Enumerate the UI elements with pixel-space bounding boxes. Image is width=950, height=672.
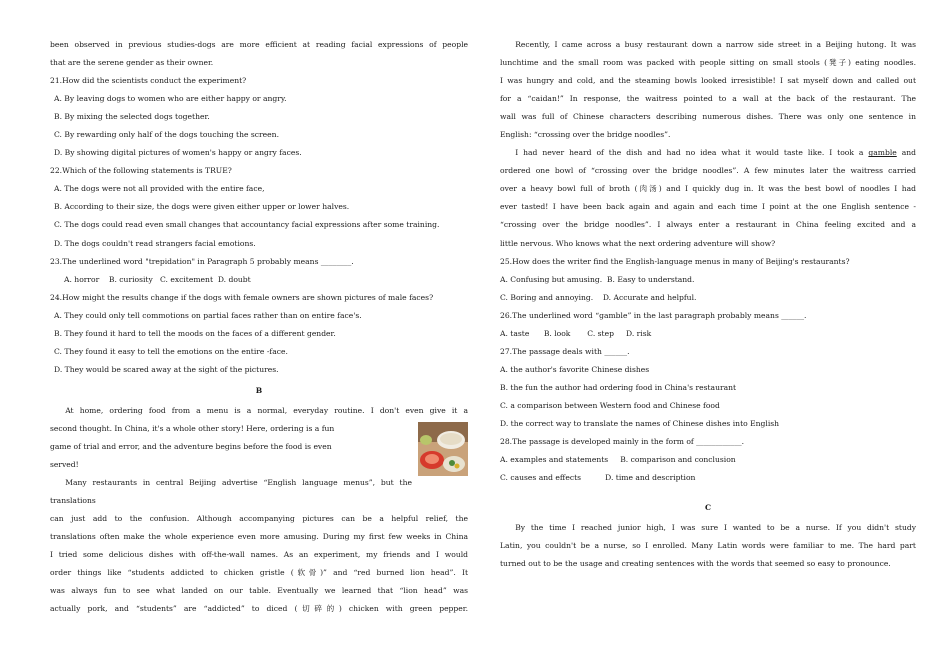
gamble-para-line-3: over a heavy bowl full of broth (肉汤) and I quickly dug in. It was the best bowl of noodles I had <box>500 184 916 194</box>
q22-stem: 22.Which of the following statements is TRUE? <box>50 166 232 176</box>
q24-option-a: A. They could only tell commotions on partial faces rather than on entire face's. <box>54 310 362 320</box>
recent-para-line-4: for a “caidan!” In response, the waitress pointed to a wall at the back of the restaurant. The <box>500 94 916 104</box>
q23-options: A. horror B. curiosity C. excitement D. doubt <box>64 274 251 284</box>
intro-line-2: that are the serene gender as their owner. <box>50 58 214 68</box>
q27-option-d: D. the correct way to translate the names of Chinese dishes into English <box>500 418 780 428</box>
gamble-line-text-before: I had never heard of the dish and had no idea what it would taste like. I took a <box>515 148 869 158</box>
q27-stem: 27.The passage deals with ______. <box>500 346 630 356</box>
section-c-heading: C <box>704 503 712 513</box>
recent-para-line-3: I was hungry and cold, and the steaming bowls looked irresistible! I sat myself down and called out <box>500 76 916 86</box>
q21-stem: 21.How did the scientists conduct the experiment? <box>50 76 247 86</box>
underlined-word-gamble: gamble <box>868 148 897 158</box>
q24-option-d: D. They would be scared away at the sight of the pictures. <box>54 364 279 374</box>
intro-line-1: been observed in previous studies-dogs are more efficient at reading facial expressions of people <box>50 40 468 49</box>
section-b-heading: B <box>255 385 263 395</box>
q25-options-row-1: A. Confusing but amusing. B. Easy to understand. <box>500 274 695 284</box>
q24-option-b: B. They found it hard to tell the moods on the faces of a different gender. <box>54 328 336 338</box>
q22-option-d: D. The dogs couldn't read strangers facial emotions. <box>54 238 256 248</box>
b-para2-line-3: translations often make the whole experience even more amusing. During my first few weeks in China <box>50 532 468 542</box>
c-para-line-1: By the time I reached junior high, I was sure I wanted to be a nurse. If you didn't study <box>515 523 916 533</box>
c-para-line-3: turned out to be the usage and creating sentences with the words that seemed so easy to pronounce. <box>500 559 891 569</box>
q24-option-c: C. They found it easy to tell the emotions on the entire -face. <box>54 346 288 356</box>
q28-stem: 28.The passage is developed mainly in the form of ____________. <box>500 437 745 447</box>
left-column <box>50 36 468 619</box>
recent-para-line-6: English: “crossing over the bridge noodles”. <box>500 130 671 140</box>
q21-option-c: C. By rewarding only half of the dogs touching the screen. <box>54 130 279 140</box>
gamble-line-text-after: and <box>896 148 916 158</box>
b-para2-line-5: order things like “students addicted to chicken gristle (软骨)” and “red burned lion head”. It <box>50 568 468 578</box>
right-column <box>500 36 916 573</box>
q27-option-c: C. a comparison between Western food and Chinese food <box>500 400 720 410</box>
q25-options-row-2: C. Boring and annoying. D. Accurate and helpful. <box>500 292 697 302</box>
gamble-para-line-2: ordered one bowl of “crossing over the bridge noodles”. A few minutes later the waitress carried <box>500 166 916 176</box>
q27-option-a: A. the author's favorite Chinese dishes <box>500 364 650 374</box>
q22-option-a: A. The dogs were not all provided with the entire face, <box>54 184 265 194</box>
q28-options-row-2: C. causes and effects D. time and description <box>500 473 696 483</box>
b-para2-line-6: was always fun to see what landed on our table. Eventually we learned that “lion head” was <box>50 586 468 596</box>
q28-options-row-1: A. examples and statements B. comparison and conclusion <box>500 455 736 465</box>
b-para2-line-7: actually pork, and “students” are “addicted” to diced (切碎的) chicken with green pepper. <box>50 604 468 614</box>
gamble-para-line-4: ever tasted! I have been back again and again and each time I point at the one English sentence - <box>500 202 916 212</box>
q26-options-row: A. taste B. look C. step D. risk <box>500 328 652 338</box>
b-para1-line-2: second thought. In China, it's a whole other story! Here, ordering is a fun <box>50 423 335 433</box>
b-para2-line-4: I tried some delicious dishes with off-the-wall names. As an experiment, my friends and I would <box>50 550 468 560</box>
q24-stem: 24.How might the results change if the dogs with female owners are shown pictures of male faces? <box>50 292 434 302</box>
q22-option-b: B. According to their size, the dogs were given either upper or lower halves. <box>54 202 350 212</box>
b-para2-line-2: can just add to the confusion. Although accompanying pictures can be a helpful relief, the <box>50 514 468 524</box>
b-para1-line-1: At home, ordering food from a menu is a normal, everyday routine. I don't even give it a <box>65 405 468 415</box>
b-para2-line-1: Many restaurants in central Beijing advertise “English language menus”, but the translations <box>50 478 412 506</box>
gamble-para-line-6: little nervous. Who knows what the next ordering adventure will show? <box>500 238 776 248</box>
c-para-line-2: Latin, you couldn't be a nurse, so I enrolled. Many Latin words were familiar to me. The hard part <box>500 541 916 551</box>
q21-option-d: D. By showing digital pictures of women's happy or angry faces. <box>54 148 302 158</box>
food-photo-image <box>418 422 468 476</box>
b-para1-line-3: game of trial and error, and the adventure begins before the food is even <box>50 442 332 452</box>
q23-stem: 23.The underlined word "trepidation" in Paragraph 5 probably means ________. <box>50 256 354 266</box>
gamble-para-line-5: “crossing over the bridge noodles”. I always enter a restaurant in China feeling excited and a <box>500 220 916 230</box>
q26-stem: 26.The underlined word “gamble” in the last paragraph probably means ______. <box>500 310 807 320</box>
recent-para-line-2: lunchtime and the small room was packed with people sitting on small stools (凳子) eating noodles. <box>500 58 916 68</box>
b-para1-line-4: served! <box>50 460 79 470</box>
q21-option-a: A. By leaving dogs to women who are either happy or angry. <box>54 94 287 104</box>
recent-para-line-5: wall was full of Chinese characters describing numerous dishes. There was only one sentence in <box>500 112 916 122</box>
q22-option-c: C. The dogs could read even small changes that accountancy facial expressions after some training. <box>54 220 440 230</box>
q25-stem: 25.How does the writer find the English-language menus in many of Beijing's restaurants? <box>500 256 850 266</box>
recent-para-line-1: Recently, I came across a busy restaurant down a narrow side street in a Beijing hutong. It was <box>515 40 916 49</box>
q21-option-b: B. By mixing the selected dogs together. <box>54 112 210 122</box>
q27-option-b: B. the fun the author had ordering food in China's restaurant <box>500 382 737 392</box>
gamble-para-line-1 <box>500 144 916 162</box>
